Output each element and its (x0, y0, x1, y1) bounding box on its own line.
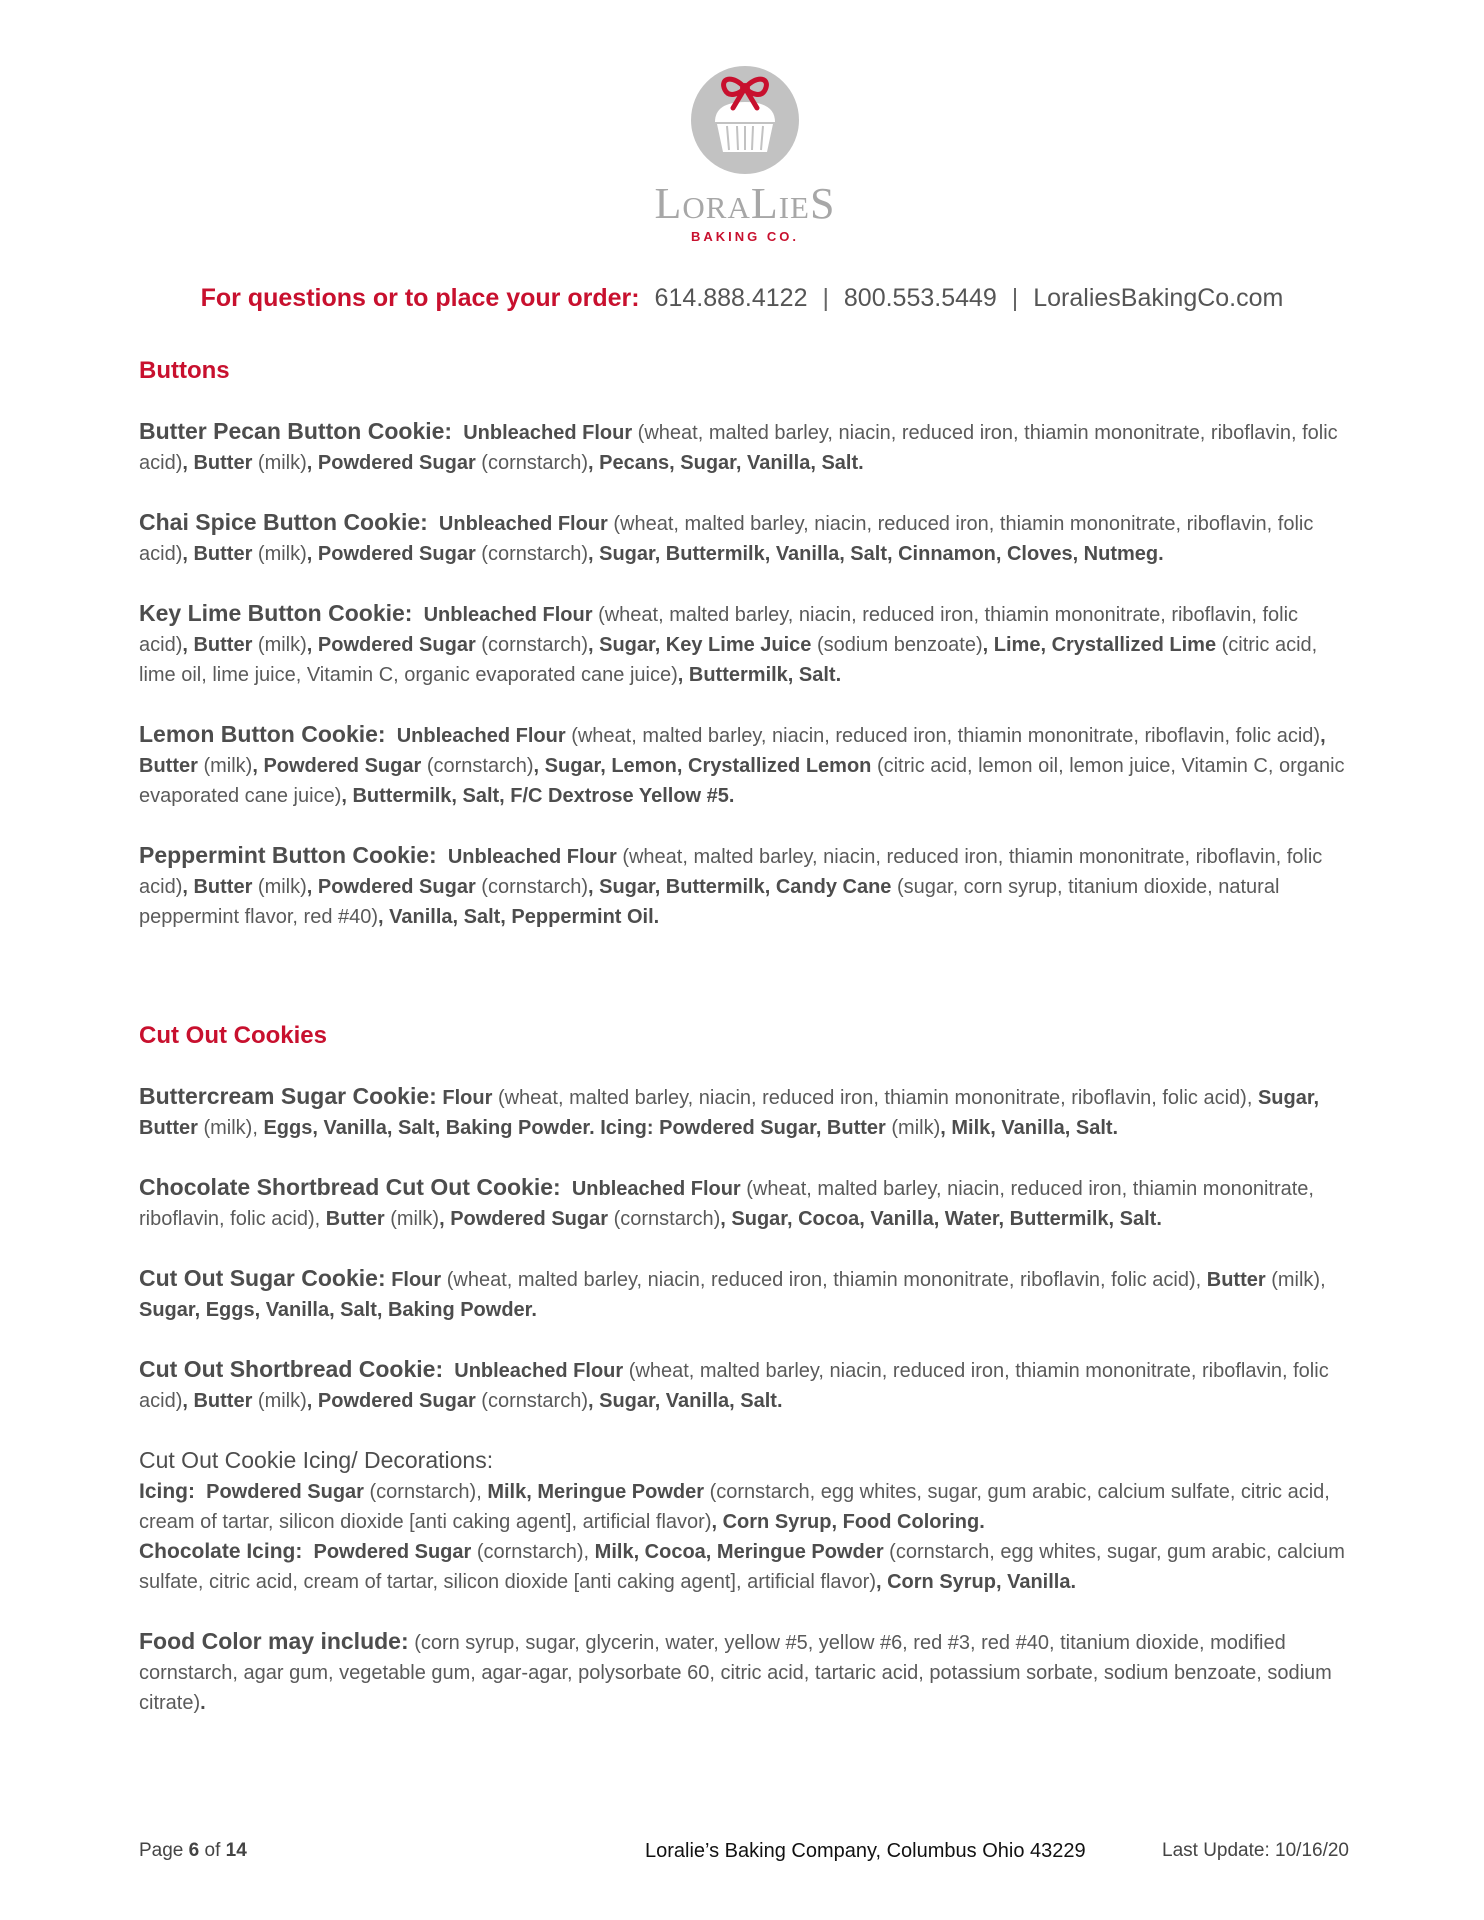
ingredient: , Powdered Sugar (252, 755, 422, 777)
ingredient: . (200, 1692, 206, 1714)
ingredient-detail: (cornstarch, egg whites, sugar, gum arabic, calcium sulfate, citric acid, cream of tartar, silicon dioxide [anti caking agent], artificial flavor) (139, 1541, 1345, 1593)
item-buttercream-sugar (139, 1081, 1349, 1143)
ingredient: , Pecans, Sugar, Vanilla, Salt. (588, 452, 864, 474)
ingredient: Powdered Sugar (206, 1481, 364, 1503)
ingredient-detail: (milk) (257, 634, 307, 656)
page-current: 6 (188, 1840, 200, 1861)
section-title-buttons: Buttons (139, 357, 230, 384)
ingredient-detail: (wheat, malted barley, niacin, reduced iron, thiamin mononitrate, riboflavin, folic acid) (139, 422, 1338, 474)
ingredient: Eggs, Vanilla, Salt, Baking Powder. Icing: Powdered Sugar, Butter (263, 1117, 886, 1139)
ingredient-detail: (milk) (203, 755, 253, 777)
ingredient: Unbleached Flour (396, 725, 566, 747)
item-name: Food Color may include: (139, 1628, 409, 1654)
ingredient-detail: (corn syrup, sugar, glycerin, water, yellow #5, yellow #6, red #3, red #40, titanium dioxide, modified cornstarch, agar gum, vegetable gum, agar-agar, polysorbate 60, citric acid, tartaric acid, potassium sorbate, sodium benzoate, sodium citrate) (139, 1632, 1332, 1714)
ingredient: Milk, Cocoa, Meringue Powder (594, 1541, 884, 1563)
ingredient-detail: (milk) (257, 452, 307, 474)
ingredient-detail: (milk), (203, 1117, 258, 1139)
ingredient-detail: (milk) (257, 1390, 307, 1412)
ingredient: Milk, Meringue Powder (487, 1481, 705, 1503)
ingredient-detail: (cornstarch, egg whites, sugar, gum arabic, calcium sulfate, citric acid, cream of tartar, silicon dioxide [anti caking agent], artificial flavor) (139, 1481, 1330, 1533)
item-name: Icing: (139, 1480, 195, 1503)
item-name: Cut Out Sugar Cookie: (139, 1265, 386, 1291)
ingredient: , Sugar, Buttermilk, Candy Cane (588, 876, 892, 898)
ingredient-detail: (cornstarch), (476, 1541, 590, 1563)
contact-line (0, 283, 1484, 313)
ingredient: , Butter (182, 1390, 253, 1412)
ingredient-detail: (cornstarch) (481, 876, 588, 898)
ingredient: Unbleached Flour (571, 1178, 741, 1200)
ingredient: , Sugar, Buttermilk, Vanilla, Salt, Cinnamon, Cloves, Nutmeg. (588, 543, 1164, 565)
item-cutout-shortbread (139, 1354, 1349, 1416)
item-icing (139, 1477, 1349, 1537)
last-update: Last Update: 10/16/20 (1162, 1840, 1349, 1861)
item-food-color (139, 1626, 1349, 1718)
page-number (139, 1836, 247, 1866)
ingredient: Unbleached Flour (454, 1360, 624, 1382)
ingredient: , Butter (139, 725, 1326, 777)
ingredient-detail: (milk) (257, 876, 307, 898)
ingredient: Unbleached Flour (447, 846, 617, 868)
ingredient: , Powdered Sugar (306, 1390, 476, 1412)
ingredient-detail: (milk) (390, 1208, 440, 1230)
item-name: Lemon Button Cookie: (139, 721, 386, 747)
ingredient-detail: (wheat, malted barley, niacin, reduced iron, thiamin mononitrate, riboflavin, folic acid) (139, 604, 1299, 656)
company-logo (640, 60, 850, 244)
separator: | (822, 284, 829, 312)
ingredient: , Sugar, Lemon, Crystallized Lemon (533, 755, 872, 777)
section-title-cutout: Cut Out Cookies (139, 1022, 328, 1049)
ingredient: , Butter (182, 543, 253, 565)
item-name: Butter Pecan Button Cookie: (139, 418, 453, 444)
ingredient-detail: (cornstarch) (426, 755, 534, 777)
ingredient-detail: (milk) (891, 1117, 941, 1139)
website-link[interactable]: LoraliesBakingCo.com (1033, 284, 1284, 312)
item-name: Cut Out Shortbread Cookie: (139, 1356, 444, 1382)
ingredient: Sugar, Eggs, Vanilla, Salt, Baking Powder. (139, 1299, 537, 1321)
ingredient: , Lime, Crystallized Lime (982, 634, 1217, 656)
logo-tagline: BAKING CO. (691, 229, 799, 244)
item-name: Chai Spice Button Cookie: (139, 509, 428, 535)
ingredient: Butter (1206, 1269, 1266, 1291)
of-word: of (204, 1840, 221, 1861)
logo-wordmark: LoraLieS (654, 179, 836, 228)
page-footer (139, 1836, 1349, 1866)
ingredient-detail: (cornstarch) (481, 452, 588, 474)
contact-lead: For questions or to place your order: (200, 284, 640, 312)
separator: | (1011, 284, 1019, 312)
page-total: 14 (225, 1840, 247, 1861)
item-name: Chocolate Icing: (139, 1540, 303, 1563)
ingredient: Flour (391, 1269, 442, 1291)
item-butter-pecan (139, 416, 1349, 478)
ingredient: Flour (442, 1087, 493, 1109)
ingredient-detail: (cornstarch), (369, 1481, 482, 1503)
ingredient: , Corn Syrup, Food Coloring. (711, 1511, 985, 1533)
ingredient-detail: (wheat, malted barley, niacin, reduced iron, thiamin mononitrate, riboflavin, folic acid) (571, 725, 1321, 747)
ingredient: , Powdered Sugar (306, 634, 476, 656)
cupcake-bow-icon (685, 60, 805, 174)
ingredient: , Butter (182, 452, 253, 474)
ingredient: , Buttermilk, Salt, F/C Dextrose Yellow #5. (341, 785, 735, 807)
ingredient: , Powdered Sugar (306, 543, 476, 565)
ingredient-detail: (cornstarch) (613, 1208, 721, 1230)
ingredient: , Powdered Sugar (439, 1208, 609, 1230)
ingredient: Butter (325, 1208, 385, 1230)
item-name: Chocolate Shortbread Cut Out Cookie: (139, 1174, 561, 1200)
ingredient-detail: (wheat, malted barley, niacin, reduced iron, thiamin mononitrate, riboflavin, folic acid), (139, 1178, 1314, 1230)
ingredient: Unbleached Flour (438, 513, 608, 535)
item-lemon (139, 719, 1349, 811)
ingredient-detail: (cornstarch) (481, 543, 588, 565)
ingredient: , Powdered Sugar (306, 876, 476, 898)
ingredient: Unbleached Flour (463, 422, 633, 444)
ingredient-detail: (sodium benzoate) (817, 634, 983, 656)
ingredient-detail: (cornstarch) (481, 1390, 588, 1412)
ingredient: Powdered Sugar (313, 1541, 472, 1563)
item-name: Buttercream Sugar Cookie: (139, 1083, 437, 1109)
ingredient-detail: (milk), (1271, 1269, 1326, 1291)
ingredient-detail: (citric acid, lemon oil, lemon juice, Vitamin C, organic evaporated cane juice) (139, 755, 1345, 807)
item-chai-spice (139, 507, 1349, 569)
ingredient: , Sugar, Vanilla, Salt. (588, 1390, 783, 1412)
ingredient-detail: (wheat, malted barley, niacin, reduced iron, thiamin mononitrate, riboflavin, folic acid) (139, 1360, 1329, 1412)
ingredient-detail: (citric acid, lime oil, lime juice, Vitamin C, organic evaporated cane juice) (139, 634, 1318, 686)
ingredient-detail: (cornstarch) (481, 634, 588, 656)
ingredient: , Butter (182, 876, 253, 898)
item-chocolate-shortbread (139, 1172, 1349, 1234)
ingredient: Sugar, Butter (139, 1087, 1320, 1139)
item-key-lime (139, 598, 1349, 690)
item-name: Peppermint Button Cookie: (139, 842, 437, 868)
ingredient-detail: (wheat, malted barley, niacin, reduced iron, thiamin mononitrate, riboflavin, folic acid) (139, 846, 1323, 898)
ingredient: , Butter (182, 634, 253, 656)
ingredient-detail: (wheat, malted barley, niacin, reduced iron, thiamin mononitrate, riboflavin, folic acid), (497, 1087, 1253, 1109)
phone-2[interactable]: 800.553.5449 (843, 284, 997, 312)
item-name: Key Lime Button Cookie: (139, 600, 413, 626)
ingredient: , Vanilla, Salt, Peppermint Oil. (378, 906, 660, 928)
phone-1[interactable]: 614.888.4122 (654, 284, 808, 312)
item-chocolate-icing (139, 1537, 1349, 1597)
ingredient: , Sugar, Key Lime Juice (588, 634, 812, 656)
ingredient-detail: (sugar, corn syrup, titanium dioxide, natural peppermint flavor, red #40) (139, 876, 1280, 928)
ingredient-detail: (milk) (257, 543, 307, 565)
ingredient: , Corn Syrup, Vanilla. (875, 1571, 1077, 1593)
ingredient: , Milk, Vanilla, Salt. (940, 1117, 1119, 1139)
item-name: Cut Out Cookie Icing/ Decorations: (139, 1447, 494, 1473)
ingredient: , Powdered Sugar (306, 452, 476, 474)
footer-company: Loralie’s Baking Company, Columbus Ohio 43229 (645, 1840, 1086, 1862)
item-cutout-sugar (139, 1263, 1349, 1325)
ingredient-detail: (wheat, malted barley, niacin, reduced iron, thiamin mononitrate, riboflavin, folic acid), (446, 1269, 1202, 1291)
page-word: Page (139, 1840, 184, 1861)
ingredient: , Buttermilk, Salt. (677, 664, 842, 686)
ingredient: , Sugar, Cocoa, Vanilla, Water, Buttermilk, Salt. (720, 1208, 1162, 1230)
ingredients-content (139, 356, 1349, 1718)
icing-heading (139, 1445, 1349, 1477)
ingredient-detail: (wheat, malted barley, niacin, reduced iron, thiamin mononitrate, riboflavin, folic acid) (139, 513, 1314, 565)
ingredient: Unbleached Flour (423, 604, 593, 626)
item-peppermint (139, 840, 1349, 932)
